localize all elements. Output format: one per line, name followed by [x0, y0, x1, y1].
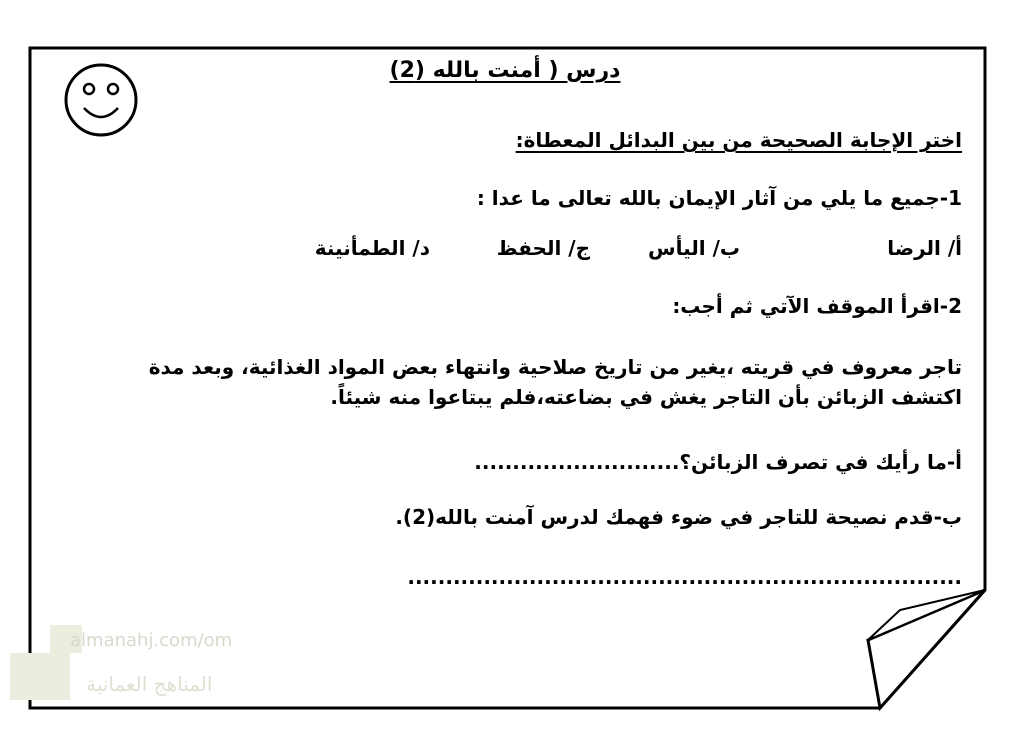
option-c: ج/ الحفظ: [496, 236, 590, 260]
page-title: درس ( أمنت بالله (2): [389, 58, 621, 83]
watermark-url: almanahj.com/om: [70, 630, 233, 651]
instruction-text: اختر الإجابة الصحيحة من بين البدائل المعطاة:: [515, 128, 962, 152]
scenario-paragraph: تاجر معروف في قريته ،يغير من تاريخ صلاحية وانتهاء بعض المواد الغذائية، وبعد مدة اكتشف الزبائن بأن التاجر يغش في بضاعته،فلم يبتاعوا منه شيئاً.: [148, 355, 962, 409]
option-b: ب/ اليأس: [647, 236, 740, 260]
answer-line: .........................................................................: [407, 565, 962, 589]
question-1: 1-جميع ما يلي من آثار الإيمان بالله تعالى ما عدا :: [476, 186, 962, 210]
sub-question-a: أ-ما رأيك في تصرف الزبائن؟...........................: [474, 450, 962, 474]
option-d: د/ الطمأنينة: [314, 236, 430, 260]
sub-question-b: ب-قدم نصيحة للتاجر في ضوء فهمك لدرس آمنت بالله(2).: [395, 505, 962, 529]
question-2: 2-اقرأ الموقف الآتي ثم أجب:: [672, 294, 962, 318]
option-a: أ/ الرضا: [887, 236, 962, 260]
watermark-brand: المناهج العمانية: [86, 672, 213, 696]
